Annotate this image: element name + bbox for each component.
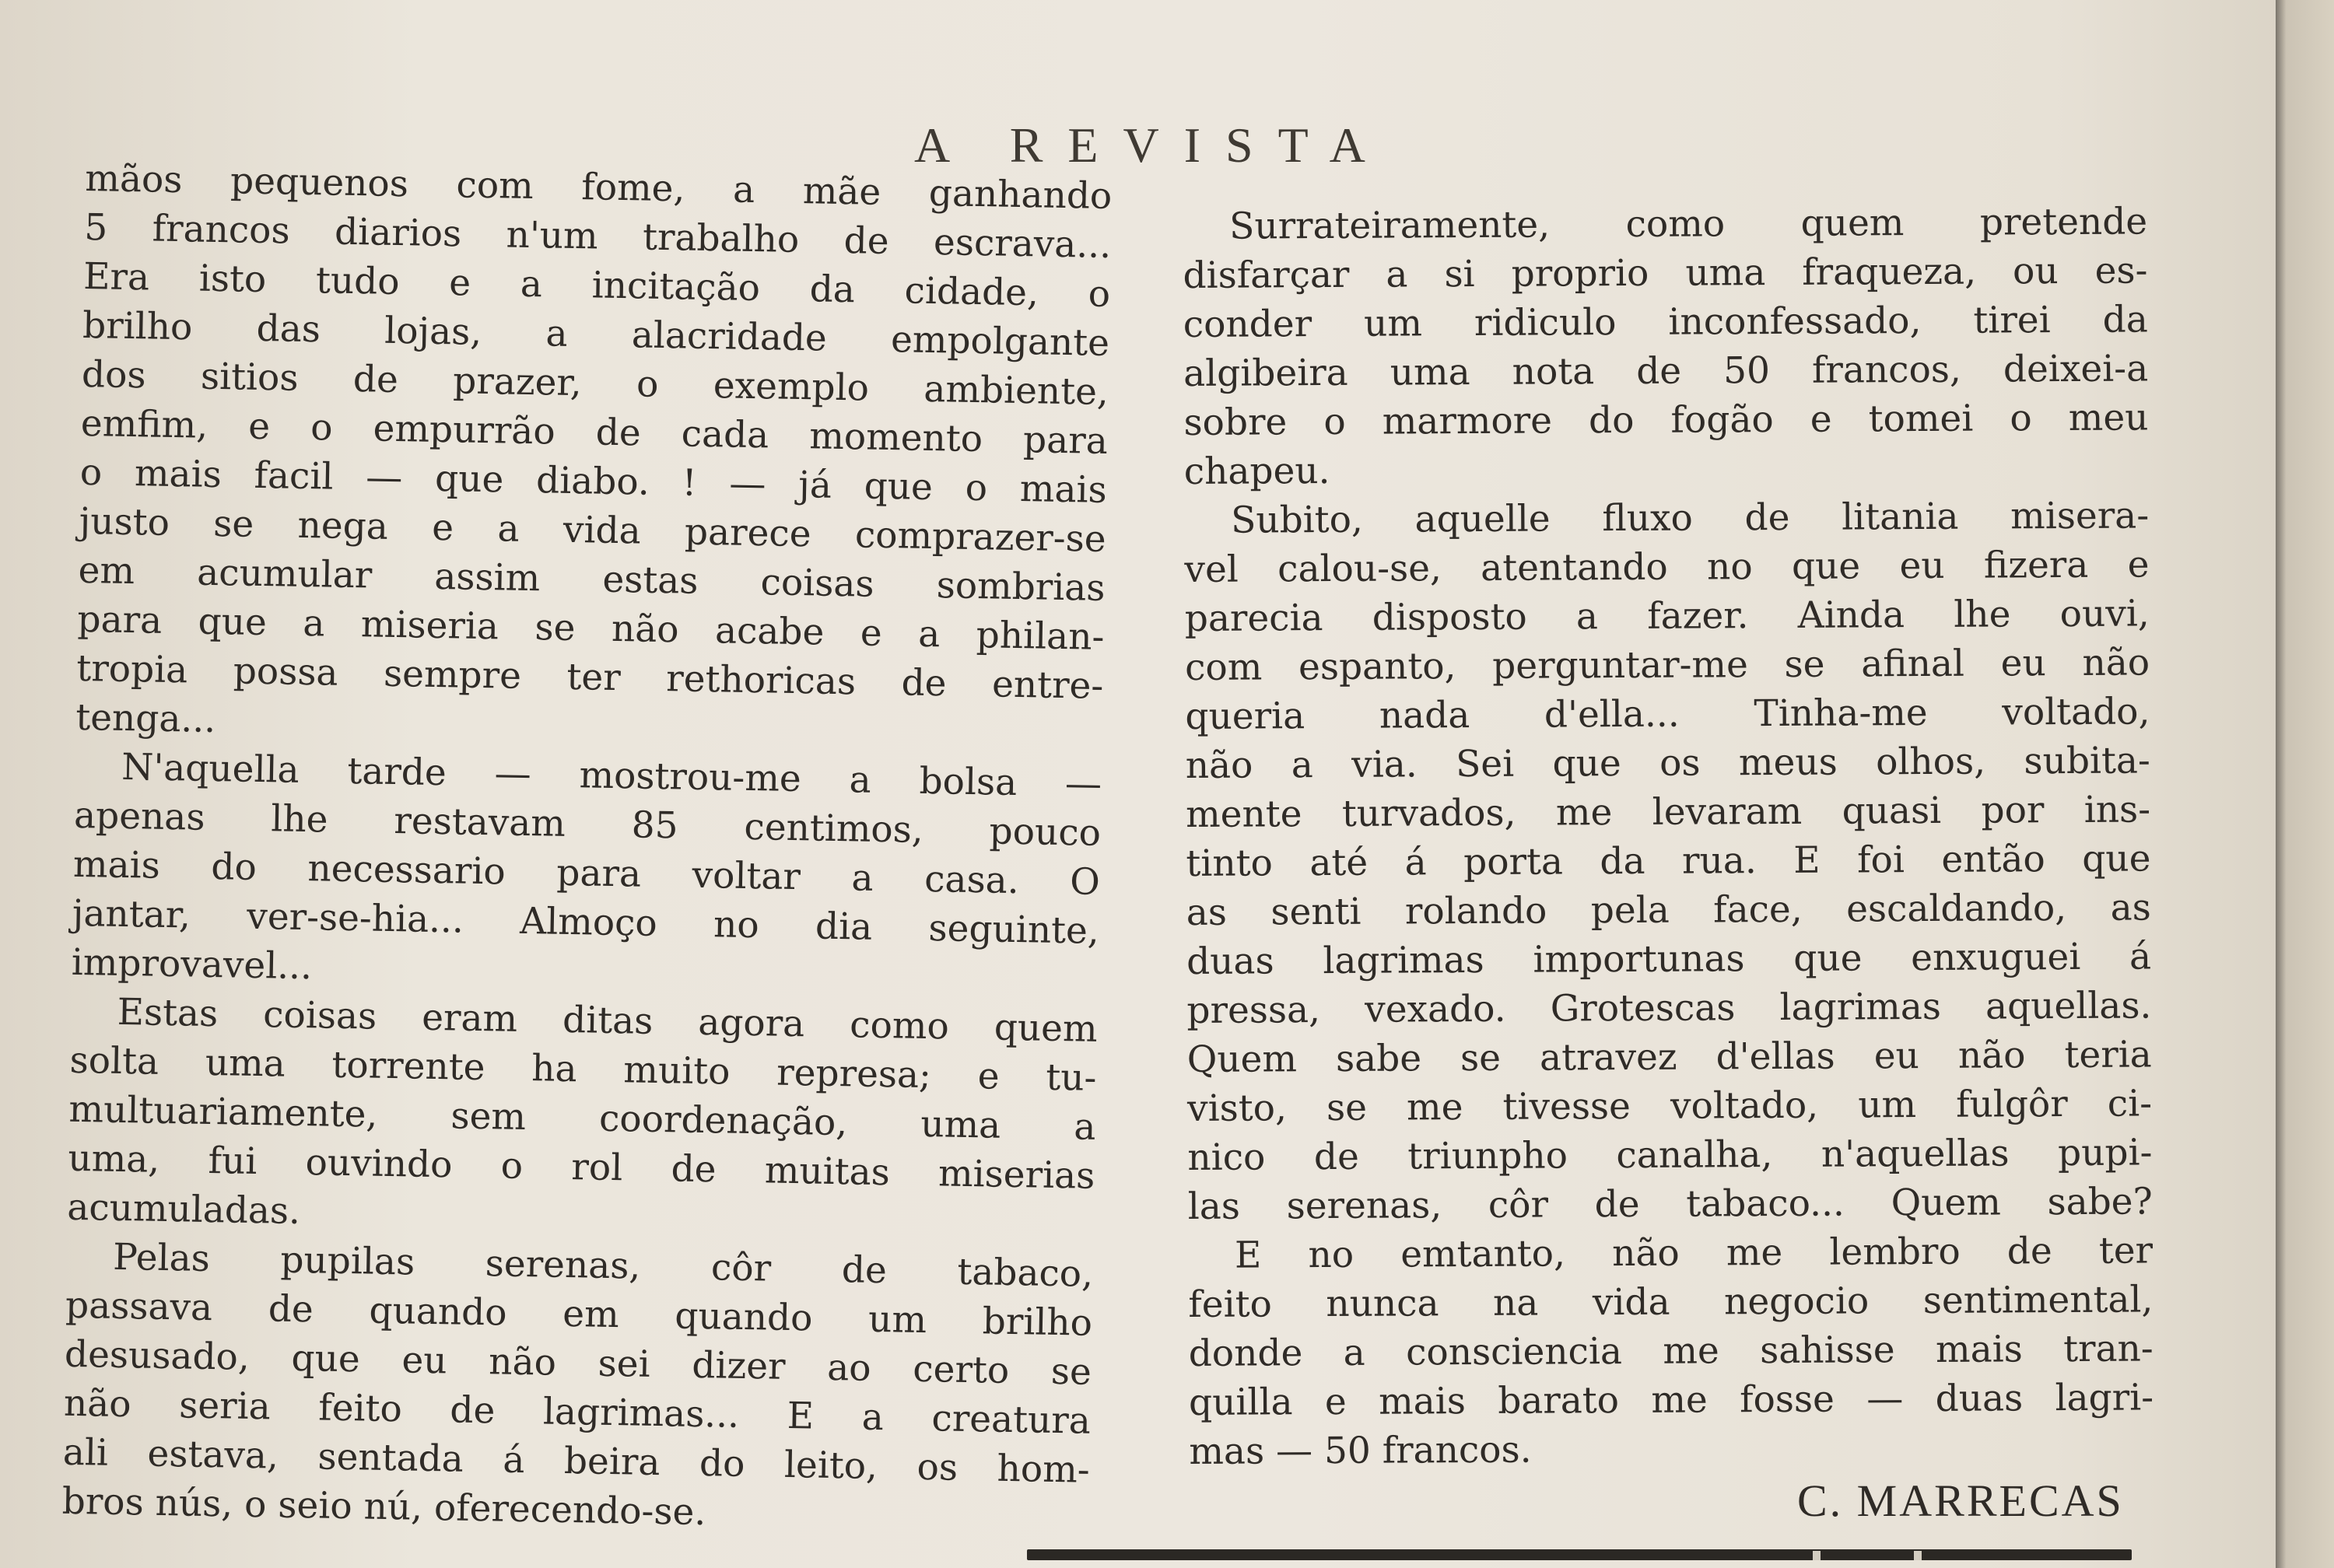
text-line: las serenas, côr de tabaco... Quem sabe?	[1187, 1180, 2153, 1228]
text-line: solta uma torrente ha muito represa; e tu-	[69, 1038, 1097, 1100]
text-line: dos sitios de prazer, o exemplo ambiente,	[81, 352, 1109, 414]
footer-rule-gap	[1914, 1551, 1922, 1560]
text-line: visto, se me tivesse voltado, um fulgôr ci-	[1186, 1082, 2153, 1130]
text-line: mente turvados, me levaram quasi por ins-	[1185, 788, 2151, 836]
text-line: feito nunca na vida negocio sentimental,	[1188, 1278, 2154, 1326]
text-line: emfim, e o empurrão de cada momento para	[80, 401, 1109, 463]
text-line: Surrateiramente, como quem pretende	[1229, 200, 2148, 248]
text-line: em acumular assim estas coisas sombrias	[78, 548, 1106, 610]
text-line: Subito, aquelle fluxo de litania misera-	[1230, 494, 2150, 542]
text-line: parecia disposto a fazer. Ainda lhe ouvi,	[1184, 592, 2150, 640]
text-line: jantar, ver-se-hia... Almoço no dia seguinte,	[72, 891, 1100, 953]
text-line: mais do necessario para voltar a casa. O	[72, 842, 1101, 904]
text-line: Era isto tudo e a incitação da cidade, o	[82, 254, 1111, 317]
text-line: mãos pequenos com fome, a mãe ganhando	[84, 156, 1113, 219]
text-line: N'aquella tarde — mostrou-me a bolsa —	[121, 745, 1102, 806]
text-line: improvavel...	[71, 940, 313, 989]
text-line: Estas coisas eram ditas agora como quem	[117, 990, 1099, 1051]
left-column	[61, 154, 1113, 1544]
text-line: Quem sabe se atravez d'ellas eu não teria	[1186, 1033, 2152, 1081]
text-line: chapeu.	[1183, 450, 1330, 493]
text-line: apenas lhe restavam 85 centimos, pouco	[73, 793, 1102, 855]
text-line: nico de triunpho canalha, n'aquellas pupi-	[1187, 1131, 2153, 1179]
text-line: E no emtanto, não me lembro de ter	[1234, 1229, 2154, 1277]
text-line: multuariamente, sem coordenação, uma a	[68, 1087, 1096, 1149]
text-line: algibeira uma nota de 50 francos, deixei-a	[1183, 347, 2149, 395]
text-line: vel calou-se, atentando no que eu fizera e	[1184, 543, 2150, 591]
text-line: conder um ridiculo inconfessado, tirei da	[1183, 298, 2148, 346]
right-column	[1183, 198, 2154, 1476]
text-line: passava de quando em quando um brilho	[65, 1283, 1093, 1345]
text-line: tenga...	[75, 695, 216, 742]
text-line: mas — 50 francos.	[1189, 1428, 1532, 1473]
text-line: brilho das lojas, a alacridade empolgante	[82, 303, 1110, 365]
author-signature: C. MARRECAS	[1797, 1475, 2124, 1526]
text-line: Pelas pupilas serenas, côr de tabaco,	[112, 1235, 1094, 1296]
text-line: as senti rolando pela face, escaldando, as	[1186, 886, 2151, 934]
text-line: não a via. Sei que os meus olhos, subita-	[1185, 739, 2150, 787]
text-line: sobre o marmore do fogão e tomei o meu	[1183, 396, 2149, 444]
text-line: para que a miseria se não acabe e a philan-	[77, 597, 1105, 659]
running-head: A REVISTA	[914, 117, 1390, 173]
text-line: tropia possa sempre ter rethoricas de entre-	[75, 646, 1104, 708]
text-line: uma, fui ouvindo o rol de muitas miserias	[67, 1136, 1095, 1198]
text-line: quilla e mais barato me fosse — duas lagri-	[1188, 1376, 2154, 1424]
text-line: justo se nega e a vida parece comprazer-se	[79, 499, 1107, 561]
text-line: não seria feito de lagrimas... E a creatura	[63, 1381, 1092, 1443]
text-line: duas lagrimas importunas que enxuguei á	[1186, 935, 2152, 983]
text-line: donde a consciencia me sahisse mais tran-	[1188, 1327, 2154, 1375]
text-line: tinto até á porta da rua. E foi então que	[1186, 837, 2151, 885]
text-line: 5 francos diarios n'um trabalho de escrava...	[83, 205, 1112, 268]
page-binding-edge	[2276, 0, 2334, 1568]
footer-rule-gap	[1813, 1551, 1821, 1560]
text-line: bros nús, o seio nú, oferecendo-se.	[61, 1479, 706, 1535]
text-line: pressa, vexado. Grotescas lagrimas aquellas.	[1186, 984, 2152, 1032]
text-line: acumuladas.	[66, 1185, 301, 1234]
text-line: desusado, que eu não sei dizer ao certo se	[64, 1332, 1092, 1394]
text-line: ali estava, sentada á beira do leito, os hom-	[62, 1430, 1091, 1492]
text-line: disfarçar a si proprio uma fraqueza, ou es-	[1183, 249, 2148, 297]
footer-rule	[1027, 1549, 2132, 1560]
text-line: com espanto, perguntar-me se afinal eu não	[1184, 641, 2150, 689]
text-line: queria nada d'ella... Tinha-me voltado,	[1185, 690, 2150, 738]
text-line: o mais facil — que diabo. ! — já que o mais	[79, 450, 1108, 512]
